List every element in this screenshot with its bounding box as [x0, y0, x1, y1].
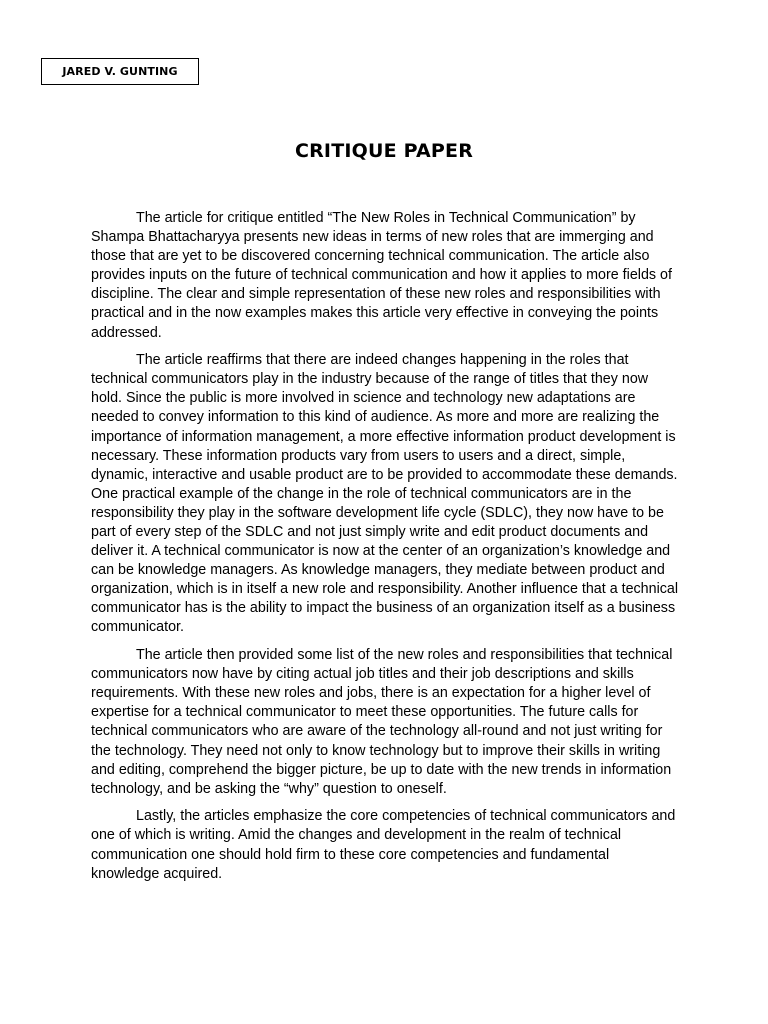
paragraph-2: The article reaffirms that there are indeed changes happening in the roles that technical communicators play in the industry because of the range of titles that they now hold. Since the public is more involved in science and technology new adaptations are needed to convey information to this kind of audience. As more and more are realizing the importance of information management, a more effective information product development is necessary. These information products vary from users to users and a direct, simple, dynamic, interactive and usable product are to be provided to accommodate these demands. One practical example of the change in the role of technical communicators are in the responsibility they play in the software development life cycle (SDLC), they now have to be part of every step of the SDLC and not just simply write and edit product documents and deliver it. A technical communicator is now at the center of an organization’s knowledge and can be knowledge managers. As knowledge managers, they mediate between product and organization, which is in itself a new role and responsibility. Another influence that a technical communicator has is the ability to impact the business of an organization itself as a business communicator. [91, 352, 679, 636]
document-body [91, 209, 681, 892]
page-title: CRITIQUE PAPER [294, 140, 474, 162]
paragraph-1: The article for critique entitled “The New Roles in Technical Communication” by Shampa Bhattacharyya presents new ideas in terms of new roles that are immerging and those that are yet to be discovered concerning technical communication. The article also provides inputs on the future of technical communication and how it applies to more fields of discipline. The clear and simple representation of these new roles and responsibilities with practical and in the now examples makes this article very effective in conveying the points addressed. [91, 210, 672, 341]
author-name: JARED V. GUNTING [62, 65, 178, 78]
paragraph-4: Lastly, the articles emphasize the core competencies of technical communicators and one of which is writing. Amid the changes and development in the realm of technical communication one should hold firm to these core competencies and fundamental knowledge acquired. [91, 808, 676, 882]
author-name-box [41, 58, 199, 85]
paragraph-3: The article then provided some list of the new roles and responsibilities that technical communicators now have by citing actual job titles and their job descriptions and skills requirements. With these new roles and jobs, there is an expectation for a higher level of expertise for a technical communicator to meet these opportunities. The future calls for technical communicators who are aware of the technology all-round and not just writing for the technology. They need not only to know technology but to improve their skills in writing and editing, comprehend the bigger picture, be up to date with the new trends in information technology, and be asking the “why” question to oneself. [91, 647, 673, 797]
